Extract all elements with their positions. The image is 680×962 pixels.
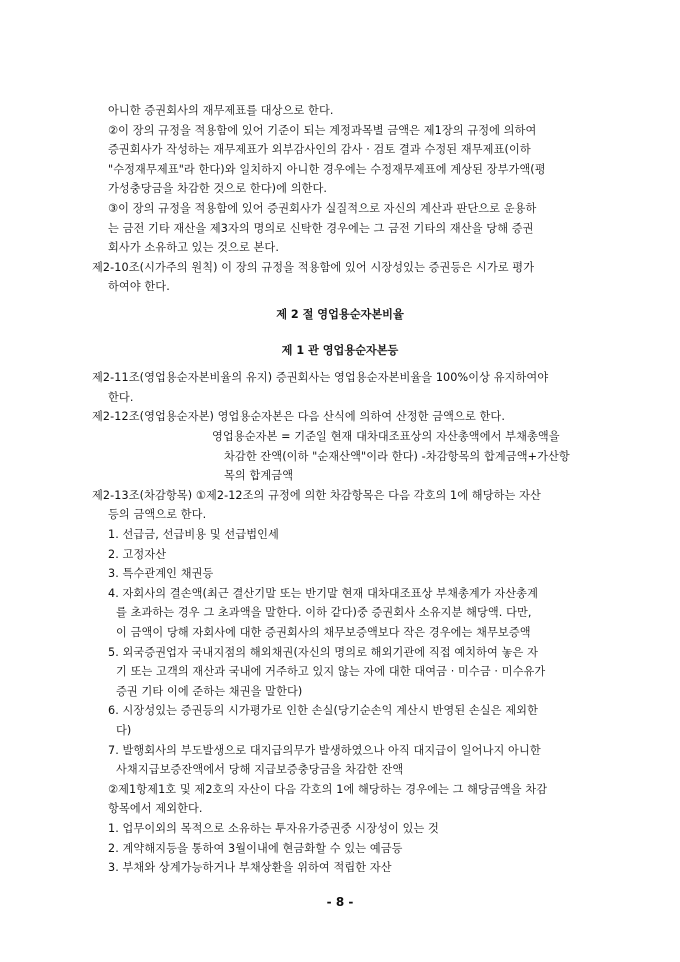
formula-line: 목의 합계금액: [224, 469, 294, 482]
list-item: 이 금액이 당해 자회사에 대한 증권회사의 채무보증액보다 작은 경우에는 채무보증액: [116, 626, 531, 639]
article-line: 하여야 한다.: [108, 280, 170, 293]
paragraph-line: 회사가 소유하고 있는 것으로 본다.: [108, 241, 279, 254]
list-item: 다): [116, 724, 132, 737]
article-line: 제2-12조(영업용순자본) 영업용순자본은 다음 산식에 의하여 산정한 금액으로 한다.: [92, 410, 505, 423]
paragraph-line: ③이 장의 규정을 적용함에 있어 증권회사가 실질적으로 자신의 계산과 판단으로 운용하: [108, 202, 537, 215]
list-item: 2. 고정자산: [108, 548, 167, 561]
list-item: 1. 선급금, 선급비용 및 선급법인세: [108, 528, 279, 541]
page-number: - 8 -: [326, 895, 354, 909]
article-line: 제2-13조(차감항목) ①제2-12조의 규정에 의한 차감항목은 다음 각호의 1에 해당하는 자산: [92, 489, 541, 502]
list-item: 6. 시장성있는 증권등의 시가평가로 인한 손실(당기순손익 계산시 반영된 손실은 제외한: [108, 704, 538, 717]
paragraph-line: "수정재무제표"라 한다)와 일치하지 아니한 경우에는 수정재무제표에 계상된 장부가액(평: [108, 163, 546, 176]
paragraph-line: 아니한 증권회사의 재무제표를 대상으로 한다.: [108, 104, 334, 117]
list-item: 2. 계약해지등을 통하여 3월이내에 현금화할 수 있는 예금등: [108, 842, 403, 855]
list-item: 3. 특수관계인 채권등: [108, 567, 214, 580]
list-item: 1. 업무이외의 목적으로 소유하는 투자유가증권중 시장성이 있는 것: [108, 822, 439, 835]
list-item: 4. 자회사의 결손액(최근 결산기말 또는 반기말 현재 대차대조표상 부채총계가 자산총계: [108, 587, 538, 600]
list-item: 증권 기타 이에 준하는 채권을 말한다): [116, 685, 303, 698]
paragraph-line: 가성충당금을 차감한 것으로 한다)에 의한다.: [108, 182, 328, 195]
list-item: 5. 외국증권업자 국내지점의 해외채권(자신의 명의로 해외기관에 직접 예치하여 놓은 자: [108, 646, 538, 659]
list-item: 를 초과하는 경우 그 초과액을 말한다. 이하 같다)중 증권회사 소유지분 해당액. 다만,: [116, 606, 532, 619]
paragraph-line: ②제1항제1호 및 제2호의 자산이 다음 각호의 1에 해당하는 경우에는 그 해당금액을 차감: [108, 783, 548, 796]
list-item: 3. 부채와 상계가능하거나 부채상환을 위하여 적립한 자산: [108, 861, 392, 874]
list-item: 기 또는 고객의 재산과 국내에 거주하고 있지 않는 자에 대한 대여금 · 미수금 · 미수유가: [116, 665, 546, 678]
paragraph-line: 항목에서 제외한다.: [108, 802, 203, 815]
formula-line: 차감한 잔액(이하 "순재산액"이라 한다) -차감항목의 합계금액+가산항: [224, 450, 570, 463]
article-line: 제2-11조(영업용순자본비율의 유지) 증권회사는 영업용순자본비율을 100%이상 유지하여야: [92, 371, 549, 384]
paragraph-line: ②이 장의 규정을 적용함에 있어 기준이 되는 계정과목별 금액은 제1장의 규정에 의하여: [108, 124, 537, 137]
list-item: 7. 발행회사의 부도발생으로 대지급의무가 발생하였으나 아직 대지급이 일어나지 아니한: [108, 744, 541, 757]
section-heading: 제 2 절 영업용순자본비율: [276, 308, 404, 321]
formula-line: 영업용순자본 = 기준일 현재 대차대조표상의 자산총액에서 부채총액을: [212, 430, 560, 443]
list-item: 사채지급보증잔액에서 당해 지급보증충당금을 차감한 잔액: [116, 763, 404, 776]
article-line: 제2-10조(시가주의 원칙) 이 장의 규정을 적용함에 있어 시장성있는 증권등은 시가로 평가: [92, 261, 535, 274]
paragraph-line: 는 금전 기타 재산을 제3자의 명의로 신탁한 경우에는 그 금전 기타의 재산을 당해 증권: [108, 222, 534, 235]
paragraph-line: 증권회사가 작성하는 재무제표가 외부감사인의 감사 · 검토 결과 수정된 재무제표(이하: [108, 143, 531, 156]
article-line: 등의 금액으로 한다.: [108, 508, 207, 521]
article-line: 한다.: [108, 391, 134, 404]
subsection-heading: 제 1 관 영업용순자본등: [281, 344, 399, 357]
